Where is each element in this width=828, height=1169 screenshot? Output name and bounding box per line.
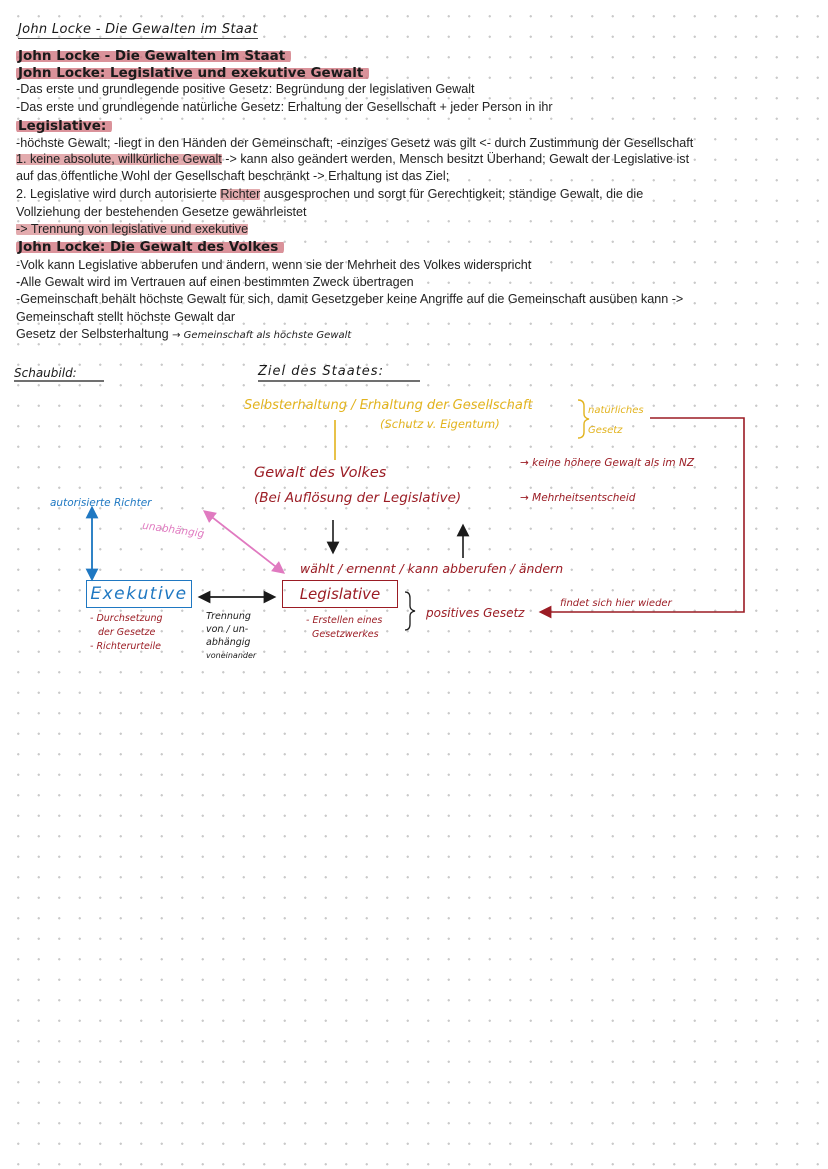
text-line-7: Vollziehung der bestehenden Gesetze gewährleistet	[16, 205, 307, 219]
text-line-13: Gesetz der Selbsterhaltung → Gemeinschaft als höchste Gewalt	[16, 327, 352, 341]
text-line-1: -Das erste und grundlegende positive Gesetz: Begründung der legislativen Gewalt	[16, 82, 475, 96]
mehrheitsentscheid: → Mehrheitsentscheid	[520, 492, 636, 504]
richter-label: autorisierte Richter	[50, 497, 152, 509]
goal-line-1: Selbsterhaltung / Erhaltung der Gesellschaft	[244, 398, 533, 413]
heading-main: John Locke - Die Gewalten im Staat	[16, 48, 291, 64]
text-line-8: -> Trennung von legislative und exekutive	[16, 222, 249, 236]
unabhaengig-arrow-2	[208, 514, 280, 570]
text-line-12: Gemeinschaft stellt höchste Gewalt dar	[16, 310, 236, 324]
legislative-box: Legislative	[282, 580, 398, 608]
heading-people-power: John Locke: Die Gewalt des Volkes	[16, 239, 284, 255]
gewalt-volk-sub: (Bei Auflösung der Legislative)	[254, 490, 462, 506]
keine-hoehere-gewalt: → keine höhere Gewalt als im NZ	[520, 457, 695, 469]
unabhaengig-label: unabhängig	[141, 519, 205, 541]
findet-sich-label: findet sich hier wieder	[560, 598, 672, 609]
marked-word-richter: Richter	[220, 187, 261, 201]
handwritten-title: John Locke - Die Gewalten im Staat	[18, 22, 258, 37]
exekutive-box: Exekutive	[86, 580, 192, 608]
marked-phrase: 1. keine absolute, willkürliche Gewalt	[16, 152, 222, 166]
schaubild-label: Schaubild:	[14, 366, 77, 380]
goal-line-2: (Schutz v. Eigentum)	[380, 417, 500, 431]
legislative-notes: - Erstellen eines Gesetzwerkes	[306, 615, 383, 640]
positives-gesetz-label: positives Gesetz	[426, 606, 525, 620]
exekutive-notes: - Durchsetzung der Gesetze - Richterurteile	[90, 613, 163, 652]
text-line-6: 2. Legislative wird durch autorisierte Richter ausgesprochen und sorgt für Gerechtigkeit; ständige Gewalt, die die	[16, 187, 644, 201]
waehlt-label: wählt / ernennt / kann abberufen / ändern	[300, 561, 564, 576]
trennung-note: Trennung von / un- abhängig voneinander	[206, 611, 257, 660]
text-line-2: -Das erste und grundlegende natürliche Gesetz: Erhaltung der Gesellschaft + jeder Person in ihr	[16, 100, 553, 114]
text-line-11: -Gemeinschaft behält höchste Gewalt für sich, damit Gesetzgeber keine Angriffe auf die Gemeinschaft ausüben kann ->	[16, 292, 684, 306]
handwritten-note: → Gemeinschaft als höchste Gewalt	[172, 330, 352, 341]
text-line-5: auf das öffentliche Wohl der Gesellschaft beschränkt -> Erhaltung ist das Ziel;	[16, 169, 450, 183]
legislative-brace	[405, 592, 415, 630]
natural-law-label-1: natürliches	[588, 405, 644, 416]
text-line-4: 1. keine absolute, willkürliche Gewalt -> kann also geändert werden, Mensch besitzt Überhand; Gewalt der Legislative ist	[16, 152, 690, 166]
natural-law-label-2: Gesetz	[588, 425, 623, 436]
natural-law-loop-arrow	[545, 418, 744, 612]
text-line-3: -höchste Gewalt; -liegt in den Händen der Gemeinschaft; -einziges Gesetz was gilt <- durch Zustimmung der Gesellschaft	[16, 136, 694, 150]
text-line-10: -Alle Gewalt wird im Vertrauen auf einen bestimmten Zweck übertragen	[16, 275, 414, 289]
text-line-9: -Volk kann Legislative abberufen und ändern, wenn sie der Mehrheit des Volkes widerspricht	[16, 258, 532, 272]
heading-legislative-executive: John Locke: Legislative und exekutive Gewalt	[16, 65, 369, 81]
heading-legislative: Legislative:	[16, 118, 112, 134]
ziel-label: Ziel des Staates:	[258, 364, 384, 379]
gewalt-volk-title: Gewalt des Volkes	[254, 465, 387, 481]
